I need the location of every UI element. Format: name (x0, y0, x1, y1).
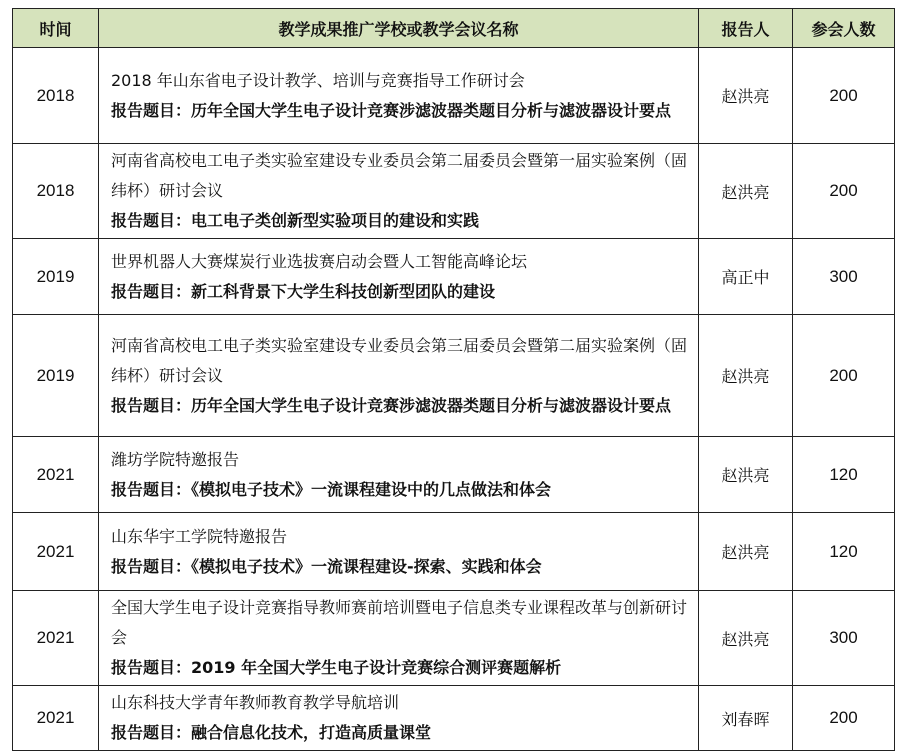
year-cell: 2021 (13, 591, 99, 686)
table-row (13, 315, 895, 437)
year-cell: 2019 (13, 315, 99, 437)
header-time: 时间 (13, 9, 99, 48)
table-row (13, 239, 895, 315)
reporter-cell: 赵洪亮 (699, 315, 793, 437)
report-title: 报告题目：2019 年全国大学生电子设计竞赛综合测评赛题解析 (111, 658, 562, 677)
meeting-cell (99, 437, 699, 513)
reporter-cell: 刘春晖 (699, 686, 793, 751)
year-cell: 2018 (13, 144, 99, 239)
meeting-name: 河南省高校电工电子类实验室建设专业委员会第三届委员会暨第二届实验案例（固纬杯）研讨会议 (111, 335, 688, 385)
report-title: 报告题目：《模拟电子技术》一流课程建设-探索、实践和体会 (111, 556, 542, 576)
table-row (13, 144, 895, 239)
reporter-cell: 赵洪亮 (699, 144, 793, 239)
reporter-cell: 赵洪亮 (699, 591, 793, 686)
meeting-cell (99, 144, 699, 239)
year-cell: 2021 (13, 513, 99, 591)
attendance-cell: 120 (793, 513, 895, 591)
meeting-name: 2018 年山东省电子设计教学、培训与竞赛指导工作研讨会 (111, 70, 525, 90)
meeting-cell (99, 48, 699, 144)
meeting-name: 河南省高校电工电子类实验室建设专业委员会第二届委员会暨第一届实验案例（固纬杯）研讨会议 (111, 151, 688, 200)
report-title: 报告题目：《模拟电子技术》一流课程建设中的几点做法和体会 (111, 479, 552, 499)
meeting-cell (99, 315, 699, 437)
year-cell: 2021 (13, 686, 99, 751)
header-reporter: 报告人 (699, 9, 793, 48)
table-row (13, 686, 895, 751)
year-cell: 2019 (13, 239, 99, 315)
meeting-name: 潍坊学院特邀报告 (111, 449, 240, 469)
report-title: 报告题目：历年全国大学生电子设计竞赛涉滤波器类题目分析与滤波器设计要点 (111, 395, 672, 415)
meeting-cell (99, 239, 699, 315)
year-cell: 2021 (13, 437, 99, 513)
meeting-cell (99, 591, 699, 686)
conference-table (12, 8, 895, 751)
attendance-cell: 200 (793, 315, 895, 437)
meeting-name: 世界机器人大赛煤炭行业选拔赛启动会暨人工智能高峰论坛 (111, 251, 528, 271)
header-meeting-name: 教学成果推广学校或教学会议名称 (99, 9, 699, 48)
report-title: 报告题目：新工科背景下大学生科技创新型团队的建设 (111, 281, 496, 301)
table-row (13, 437, 895, 513)
header-attendance: 参会人数 (793, 9, 895, 48)
table-row (13, 591, 895, 686)
attendance-cell: 200 (793, 48, 895, 144)
meeting-cell (99, 513, 699, 591)
attendance-cell: 200 (793, 144, 895, 239)
attendance-cell: 300 (793, 239, 895, 315)
meeting-name: 山东科技大学青年教师教育教学导航培训 (111, 693, 400, 712)
report-title: 报告题目：电工电子类创新型实验项目的建设和实践 (111, 211, 480, 230)
reporter-cell: 赵洪亮 (699, 48, 793, 144)
table-row (13, 48, 895, 144)
meeting-name: 全国大学生电子设计竞赛指导教师赛前培训暨电子信息类专业课程改革与创新研讨会 (111, 598, 688, 647)
reporter-cell: 赵洪亮 (699, 437, 793, 513)
attendance-cell: 200 (793, 686, 895, 751)
meeting-name: 山东华宇工学院特邀报告 (111, 526, 288, 546)
reporter-cell: 高正中 (699, 239, 793, 315)
attendance-cell: 300 (793, 591, 895, 686)
table-row (13, 513, 895, 591)
report-title: 报告题目：历年全国大学生电子设计竞赛涉滤波器类题目分析与滤波器设计要点 (111, 100, 672, 120)
attendance-cell: 120 (793, 437, 895, 513)
meeting-cell (99, 686, 699, 751)
header-row (13, 9, 895, 48)
year-cell: 2018 (13, 48, 99, 144)
report-title: 报告题目：融合信息化技术，打造高质量课堂 (111, 723, 432, 742)
reporter-cell: 赵洪亮 (699, 513, 793, 591)
